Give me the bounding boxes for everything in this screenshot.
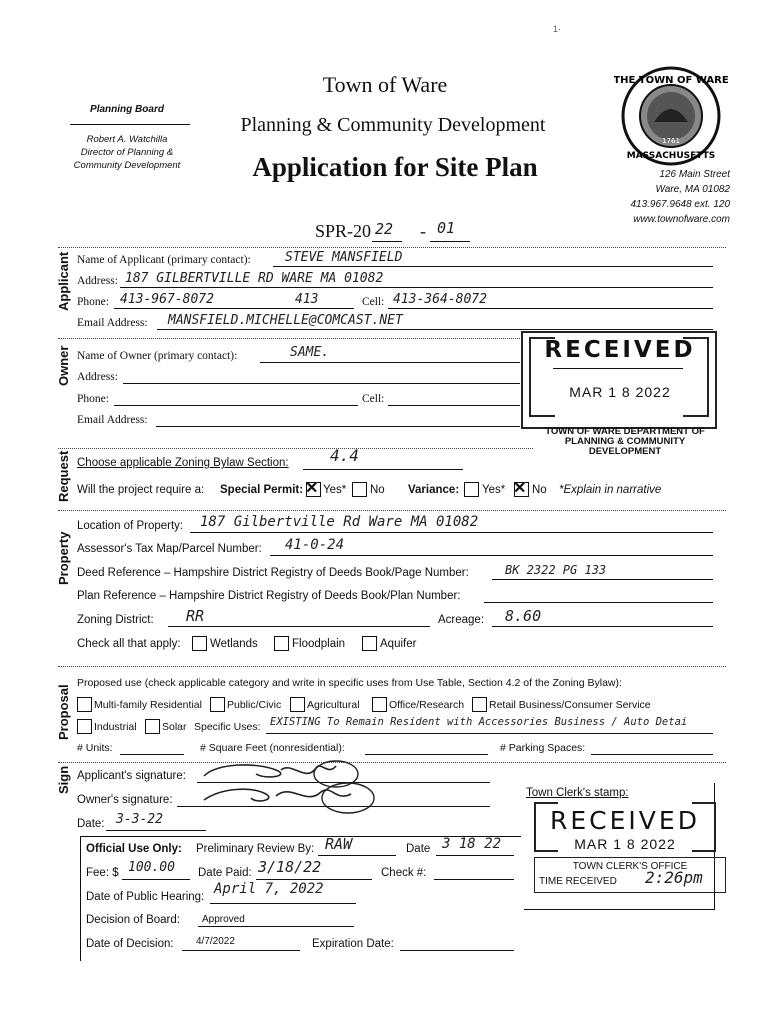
explain-note: *Explain in narrative: [559, 484, 662, 496]
stamp-divider: [553, 368, 683, 369]
town-address: [600, 167, 730, 227]
wetlands-checkbox[interactable]: [192, 636, 207, 651]
sign-date-value[interactable]: 3-3-22: [116, 812, 163, 827]
owner-phone-line: [114, 405, 358, 406]
applicant-cell-label: Cell:: [362, 296, 385, 308]
stamp-dept-line-1: TOWN OF WARE DEPARTMENT OF: [545, 426, 705, 437]
svg-text:MASSACHUSETTS: MASSACHUSETTS: [626, 151, 716, 161]
specific-uses-value[interactable]: EXISTING To Remain Resident with Accessories Business / Auto Detai: [270, 716, 688, 728]
solar-checkbox[interactable]: [145, 719, 160, 734]
checked-x-icon: ✕: [305, 480, 319, 497]
town-seal-icon: [614, 66, 728, 166]
spr-number-line: [430, 241, 470, 242]
applicant-address-value[interactable]: 187 GILBERTVILLE RD WARE MA 01082: [125, 271, 384, 286]
applicant-phone-extra: 413: [295, 292, 319, 307]
owner-cell-line: [388, 405, 520, 406]
stamp-date: MAR 1 8 2022: [569, 384, 671, 400]
applicant-signature-label: Applicant's signature:: [77, 770, 186, 782]
floodplain-checkbox[interactable]: [274, 636, 289, 651]
special-permit-no-checkbox[interactable]: [352, 482, 367, 497]
owner-cell-label: Cell:: [362, 393, 385, 405]
special-permit-no-label: No: [370, 484, 385, 496]
location-label: Location of Property:: [77, 520, 184, 532]
spr-dash: -: [420, 221, 426, 241]
decision-value[interactable]: Approved: [202, 914, 245, 925]
parking-spaces-label: # Parking Spaces:: [500, 742, 586, 754]
spr-year: 22: [375, 220, 394, 238]
dept-title: Planning & Community Development: [240, 114, 546, 136]
zoning-district-value[interactable]: RR: [186, 607, 205, 625]
public-civic-checkbox[interactable]: [210, 697, 225, 712]
section-proposal: Proposal: [56, 684, 71, 740]
specific-uses-line: [266, 733, 713, 734]
office-research-checkbox[interactable]: [372, 697, 387, 712]
special-permit-yes-label: Yes*: [323, 484, 347, 496]
decision-date-value[interactable]: 4/7/2022: [196, 936, 235, 947]
received-stamp-planning: [521, 331, 717, 429]
decision-date-label: Date of Decision:: [86, 938, 174, 950]
clerk-office-label: TOWN CLERK'S OFFICE: [572, 861, 688, 872]
deed-reference-value[interactable]: BK 2322 PG 133: [505, 563, 607, 577]
section-divider: [58, 338, 520, 339]
zoning-section-label: Choose applicable Zoning Bylaw Section:: [77, 457, 289, 469]
check-all-label: Check all that apply:: [77, 638, 181, 650]
stamp-dept-line-2: PLANNING & COMMUNITY DEVELOPMENT: [564, 436, 686, 457]
applicant-name-label: Name of Applicant (primary contact):: [77, 254, 251, 266]
applicant-phone-line: [114, 308, 354, 309]
square-feet-label: # Square Feet (nonresidential):: [200, 742, 345, 754]
decision-date-line: [182, 950, 300, 951]
plan-reference-label: Plan Reference – Hampshire District Registry of Deeds Book/Plan Number:: [77, 590, 461, 602]
zoning-district-label: Zoning District:: [77, 614, 154, 626]
clerk-stamp-date: MAR 1 8 2022: [574, 836, 676, 852]
applicant-address-line: [120, 287, 713, 288]
industrial-label: Industrial: [94, 721, 137, 733]
owner-address-line: [123, 383, 520, 384]
hearing-date-label: Date of Public Hearing:: [86, 891, 205, 903]
planning-board: Planning Board: [90, 104, 164, 115]
specific-uses-label: Specific Uses:: [194, 721, 261, 733]
section-divider: [58, 247, 726, 248]
director-block: [62, 133, 192, 172]
hearing-date-line: [210, 903, 356, 904]
review-by-value[interactable]: RAW: [325, 835, 353, 853]
spr-number: 01: [437, 219, 456, 237]
date-paid-line: [256, 879, 372, 880]
decision-label: Decision of Board:: [86, 914, 180, 926]
spr-year-line: [372, 241, 402, 242]
clerk-time-label: TIME RECEIVED: [539, 876, 617, 887]
variance-label: Variance:: [408, 484, 460, 496]
proposed-use-intro: Proposed use (check applicable category and write in specific uses from Use Table, Section 4.2 of the Zoning Bylaw):: [77, 677, 622, 689]
owner-email-label: Email Address:: [77, 414, 148, 426]
official-use-heading: Official Use Only:: [86, 843, 182, 855]
hearing-date-value[interactable]: April 7, 2022: [214, 881, 324, 897]
variance-no-label: No: [532, 484, 547, 496]
address-line-3: 413.967.9648 ext. 120: [630, 199, 730, 210]
section-divider: [58, 448, 533, 449]
section-sign: Sign: [56, 765, 71, 794]
date-paid-value[interactable]: 3/18/22: [258, 858, 322, 876]
variance-yes-label: Yes*: [482, 484, 506, 496]
review-date-value[interactable]: 3 18 22: [442, 836, 502, 852]
agricultural-label: Agricultural: [307, 699, 360, 711]
plan-reference-line: [484, 602, 713, 603]
address-line-1: 126 Main Street: [659, 169, 730, 180]
acreage-value[interactable]: 8.60: [505, 607, 542, 625]
section-divider: [58, 762, 726, 763]
review-date-label: Date: [406, 843, 431, 855]
location-value[interactable]: 187 Gilbertville Rd Ware MA 01082: [200, 514, 479, 530]
tax-parcel-line: [270, 555, 713, 556]
deed-reference-line: [492, 579, 713, 580]
svg-text:1761: 1761: [662, 137, 680, 145]
date-paid-label: Date Paid:: [198, 867, 252, 879]
clerk-stamp-label: Town Clerk's stamp:: [526, 787, 629, 799]
applicant-cell-line: [388, 308, 713, 309]
aquifer-checkbox[interactable]: [362, 636, 377, 651]
check-number-line: [434, 879, 514, 880]
town-title: Town of Ware: [322, 72, 448, 97]
owner-signature-label: Owner's signature:: [77, 794, 173, 806]
wetlands-label: Wetlands: [210, 638, 258, 650]
parking-spaces-line: [591, 754, 713, 755]
fee-label: Fee: $: [86, 867, 119, 879]
permit-question: Will the project require a:: [77, 484, 205, 496]
tax-parcel-label: Assessor's Tax Map/Parcel Number:: [77, 543, 262, 555]
owner-address-label: Address:: [77, 371, 118, 383]
special-permit-label: Special Permit:: [220, 484, 304, 496]
expiration-date-line: [400, 950, 514, 951]
acreage-label: Acreage:: [438, 614, 485, 626]
corner-mark: 1·: [553, 24, 562, 34]
applicant-name-line: [273, 266, 713, 267]
industrial-checkbox[interactable]: [77, 719, 92, 734]
agricultural-checkbox[interactable]: [290, 697, 305, 712]
deed-reference-label: Deed Reference – Hampshire District Registry of Deeds Book/Page Number:: [77, 567, 469, 579]
square-feet-line: [365, 754, 488, 755]
retail-checkbox[interactable]: [472, 697, 487, 712]
section-applicant: Applicant: [56, 251, 71, 311]
divider: [70, 124, 190, 125]
sign-date-label: Date:: [77, 818, 105, 830]
acreage-line: [492, 626, 713, 627]
section-divider: [58, 666, 726, 667]
section-property: Property: [56, 531, 71, 585]
director-title-2: Community Development: [73, 160, 181, 171]
applicant-email-line: [157, 329, 713, 330]
owner-email-line: [156, 426, 520, 427]
applicant-name-value[interactable]: STEVE MANSFIELD: [285, 250, 403, 265]
applicant-email-label: Email Address:: [77, 317, 148, 329]
expiration-date-label: Expiration Date:: [312, 938, 394, 950]
stamp-received-word: RECEIVED: [544, 337, 696, 363]
address-line-4: www.townofware.com: [633, 214, 730, 225]
review-by-label: Preliminary Review By:: [196, 843, 315, 855]
check-number-label: Check #:: [381, 867, 427, 879]
clerk-time-box: [534, 857, 726, 893]
tax-parcel-value[interactable]: 41-0-24: [285, 537, 345, 553]
address-line-2: Ware, MA 01082: [655, 184, 730, 195]
multifamily-label: Multi-family Residential: [94, 699, 202, 711]
owner-phone-label: Phone:: [77, 393, 109, 405]
zoning-section-value[interactable]: 4.4: [330, 446, 359, 465]
signature-icon: [196, 758, 386, 816]
location-line: [190, 532, 713, 533]
page-title: Application for Site Plan: [252, 152, 538, 182]
fee-line: [122, 879, 190, 880]
director-title-1: Director of Planning &: [80, 147, 174, 158]
units-label: # Units:: [77, 742, 113, 754]
retail-label: Retail Business/Consumer Service: [489, 699, 651, 711]
section-request: Request: [56, 450, 71, 502]
checked-x-icon: ✕: [513, 480, 527, 497]
floodplain-label: Floodplain: [292, 638, 346, 650]
units-line: [120, 754, 184, 755]
clerk-time-value: 2:26pm: [645, 868, 703, 887]
section-divider: [58, 510, 726, 511]
office-research-label: Office/Research: [389, 699, 465, 711]
section-owner: Owner: [56, 345, 71, 386]
zoning-district-line: [168, 626, 430, 627]
owner-name-label: Name of Owner (primary contact):: [77, 350, 238, 362]
applicant-phone-value[interactable]: 413-967-8072: [120, 292, 214, 307]
applicant-address-label: Address:: [77, 275, 118, 287]
applicant-phone-label: Phone:: [77, 296, 109, 308]
applicant-email-value[interactable]: MANSFIELD.MICHELLE@COMCAST.NET: [168, 313, 403, 328]
variance-yes-checkbox[interactable]: [464, 482, 479, 497]
clerk-stamp-received-word: RECEIVED: [550, 806, 700, 835]
zoning-section-line: [303, 469, 463, 470]
review-by-line: [318, 855, 396, 856]
spr-prefix: SPR-20: [315, 221, 372, 241]
director-name: Robert A. Watchilla: [86, 134, 168, 145]
review-date-line: [436, 855, 514, 856]
sign-date-line: [106, 830, 206, 831]
solar-label: Solar: [162, 721, 187, 733]
applicant-cell-value[interactable]: 413-364-8072: [393, 292, 487, 307]
svg-text:THE TOWN OF WARE: THE TOWN OF WARE: [614, 75, 728, 86]
public-civic-label: Public/Civic: [227, 699, 282, 711]
multifamily-checkbox[interactable]: [77, 697, 92, 712]
aquifer-label: Aquifer: [380, 638, 417, 650]
decision-line: [198, 926, 354, 927]
owner-name-line: [260, 362, 520, 363]
owner-name-value[interactable]: SAME.: [290, 345, 330, 360]
fee-value[interactable]: 100.00: [128, 860, 175, 875]
stamp-dept-block: [530, 427, 720, 457]
